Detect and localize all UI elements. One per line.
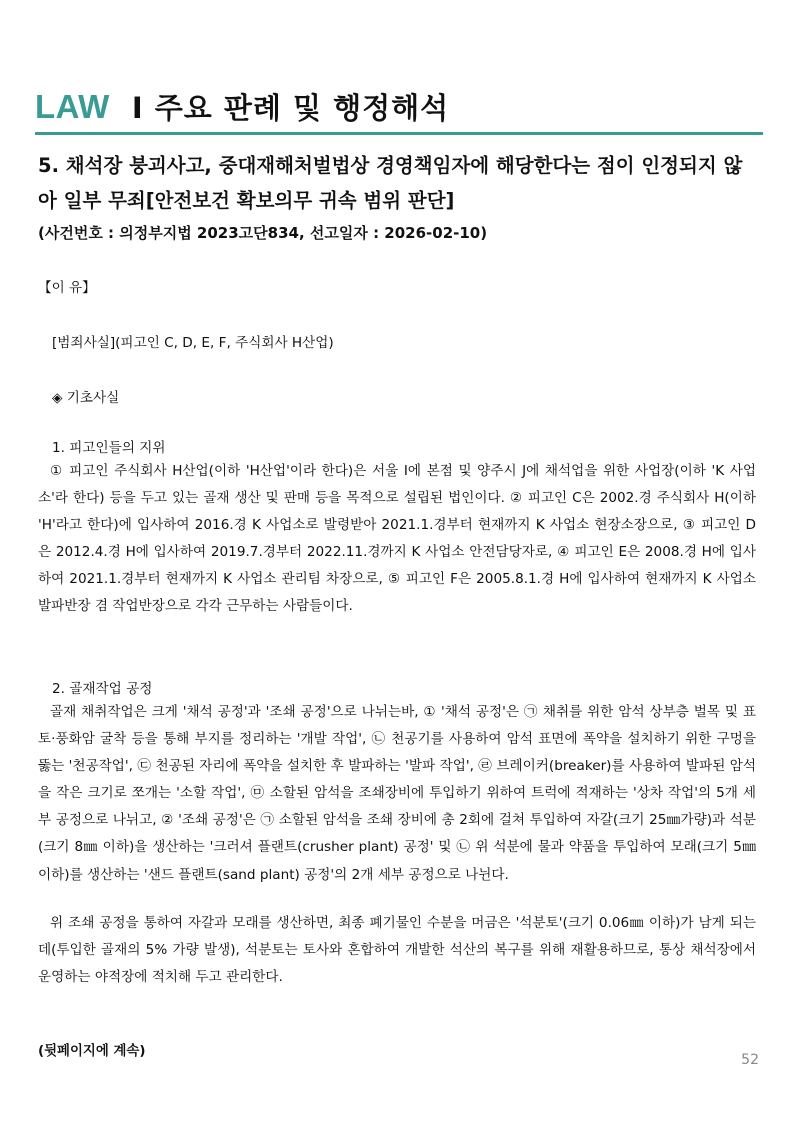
basic-facts-heading: ◈ 기초사실 xyxy=(52,390,120,406)
section1-paragraph: ① 피고인 주식회사 H산업(이하 'H산업'이라 한다)은 서울 I에 본점 및 양주시 J에 채석업을 위한 사업장(이하 'K 사업소'라 한다) 등을 두고 있는 골재 생산 및 판매 등을 목적으로 설립된 법인이다. ② 피고인 C은 2002.경 주식회사 H(이하 'H'라고 한다)에 입사하여 2016.경 K 사업소로 발령받아 2021.1.경부터 현재까지 K 사업소 현장소장으로, ③ 피고인 D은 2012.4.경 H에 입사하여 2019.7.경부터 2022.11.경까지 K 사업소 안전담당자로, ④ 피고인 E은 2008.경 H에 입사하여 2021.1.경부터 현재까지 K 사업소 관리팀 차장으로, ⑤ 피고인 F은 2005.8.1.경 H에 입사하여 현재까지 K 사업소 발파반장 겸 작업반장으로 각각 근무하는 사람들이다. xyxy=(38,463,756,615)
continued-note: (뒷페이지에 계속) xyxy=(38,1044,146,1059)
section1-title: 1. 피고인들의 지위 xyxy=(52,440,166,456)
crime-facts-heading: [범죄사실](피고인 C, D, E, F, 주식회사 H산업) xyxy=(52,335,334,351)
reason-heading: 【이 유】 xyxy=(38,280,96,296)
header-row xyxy=(35,86,763,127)
section-title: I 주요 판례 및 행정해석 xyxy=(131,91,450,125)
header-divider xyxy=(35,132,763,135)
section2-title: 2. 골재작업 공정 xyxy=(52,681,153,697)
section2-paragraph-2: 위 조쇄 공정을 통하여 자갈과 모래를 생산하면, 최종 폐기물인 수분을 머금은 '석분토'(크기 0.06㎜ 이하)가 남게 되는데(투입한 골재의 5% 가량 발생), 석분토는 토사와 혼합하여 개발한 석산의 복구를 위해 재활용하므로, 통상 채석장에서 운영하는 야적장에 적치해 두고 관리한다. xyxy=(38,915,756,986)
section2-paragraph: 골재 채취작업은 크게 '채석 공정'과 '조쇄 공정'으로 나뉘는바, ① '채석 공정'은 ㉠ 채취를 위한 암석 상부층 벌목 및 표토·풍화암 굴착 등을 통해 부지를 정리하는 '개발 작업', ㉡ 천공기를 사용하여 암석 표면에 폭약을 설치하기 위한 구멍을 뚫는 '천공작업', ㉢ 천공된 자리에 폭약을 설치한 후 발파하는 '발파 작업', ㉣ 브레이커(breaker)를 사용하여 발파된 암석을 작은 크기로 쪼개는 '소할 작업', ㉤ 소할된 암석을 조쇄장비에 투입하기 위하여 트럭에 적재하는 '상차 작업'의 5개 세부 공정으로 나뉘고, ② '조쇄 공정'은 ㉠ 소할된 암석을 조쇄 장비에 총 2회에 걸쳐 투입하여 자갈(크기 25㎜가량)과 석분(크기 8㎜ 이하)을 생산하는 '크러셔 플랜트(crusher plant) 공정' 및 ㉡ 위 석분에 물과 약품을 투입하여 모래(크기 5㎜ 이하)를 생산하는 '샌드 플랜트(sand plant) 공정'의 2개 세부 공정으로 나뉜다. xyxy=(38,704,756,883)
case-meta: (사건번호 : 의정부지법 2023고단834, 선고일자 : 2026-02-10) xyxy=(38,224,488,242)
page-header xyxy=(35,86,763,127)
law-label: LAW xyxy=(35,88,110,125)
page-number: 52 xyxy=(741,1052,759,1068)
case-title: 5. 채석장 붕괴사고, 중대재해처벌법상 경영책임자에 해당한다는 점이 인정되지 않아 일부 무죄[안전보건 확보의무 귀속 범위 판단] xyxy=(38,154,743,212)
